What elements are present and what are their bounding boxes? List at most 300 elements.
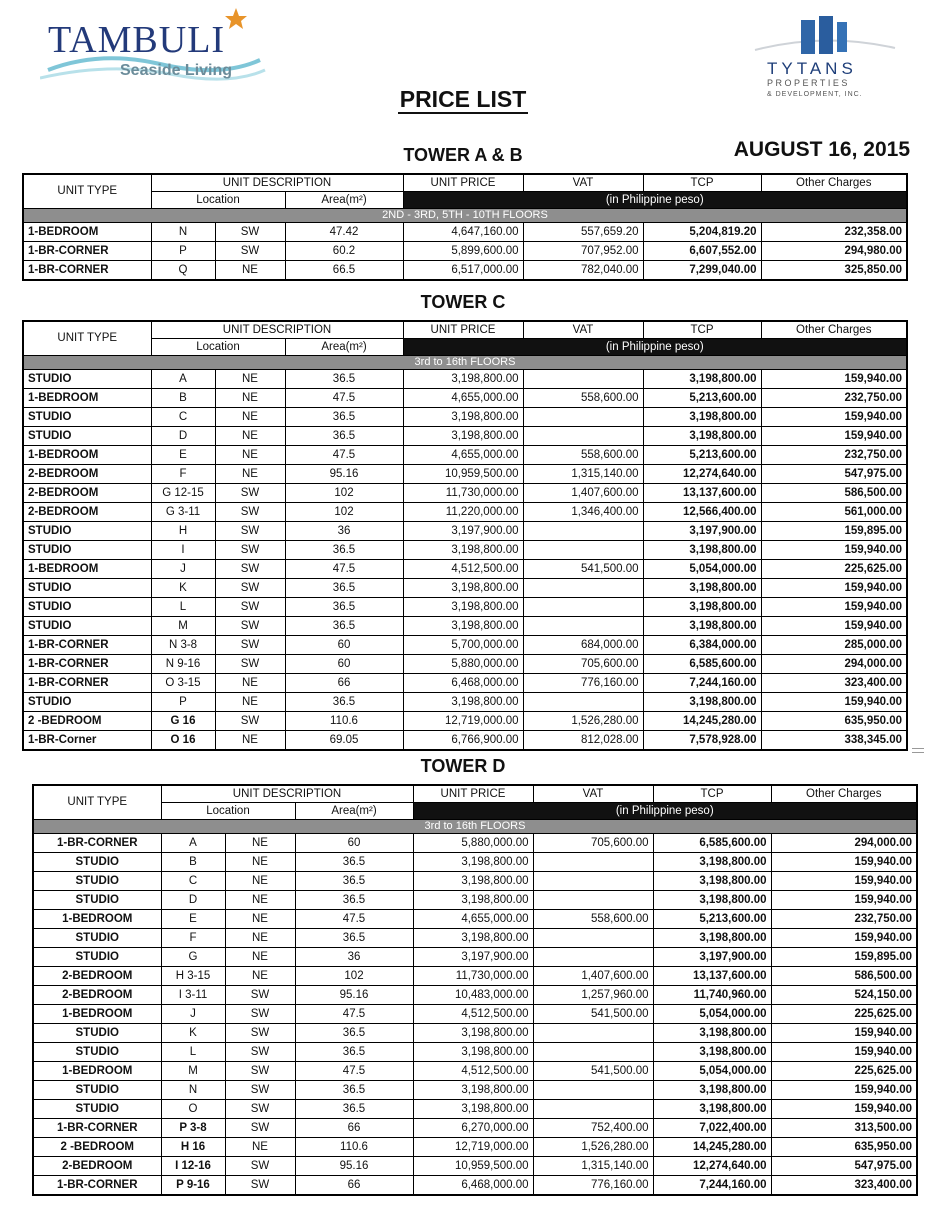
cell-location: SW: [215, 522, 285, 541]
cell-unit-price: 6,468,000.00: [413, 1176, 533, 1196]
tower-c-price-table: [22, 320, 908, 751]
cell-vat: [523, 541, 643, 560]
cell-unit-price: 10,483,000.00: [413, 986, 533, 1005]
header-tcp: TCP: [653, 785, 771, 803]
header-vat: VAT: [523, 174, 643, 192]
cell-other-charges: 159,940.00: [761, 617, 907, 636]
cell-area: 36: [285, 522, 403, 541]
cell-unit-price: 3,198,800.00: [413, 1081, 533, 1100]
header-location: Location: [151, 339, 285, 356]
table-row: [23, 598, 907, 617]
tower-ab-title: TOWER A & B: [403, 145, 523, 165]
cell-other-charges: 159,940.00: [771, 891, 917, 910]
cell-unit-price: 3,198,800.00: [413, 872, 533, 891]
cell-location: NE: [225, 948, 295, 967]
cell-unit-code: L: [161, 1043, 225, 1062]
cell-area: 36.5: [285, 617, 403, 636]
cell-area: 36.5: [285, 579, 403, 598]
cell-area: 36.5: [295, 853, 413, 872]
cell-vat: 1,315,140.00: [533, 1157, 653, 1176]
cell-tcp: 3,198,800.00: [653, 872, 771, 891]
cell-unit-code: C: [161, 872, 225, 891]
cell-other-charges: 159,940.00: [761, 598, 907, 617]
cell-unit-price: 4,655,000.00: [403, 446, 523, 465]
cell-vat: 1,526,280.00: [533, 1138, 653, 1157]
cell-location: SW: [215, 223, 285, 242]
table-row: [33, 1176, 917, 1196]
cell-location: NE: [225, 929, 295, 948]
floors-band: 3rd to 16th FLOORS: [33, 820, 917, 834]
cell-other-charges: 159,940.00: [761, 408, 907, 427]
cell-tcp: 6,384,000.00: [643, 636, 761, 655]
cell-area: 47.5: [295, 1005, 413, 1024]
table-row: [33, 910, 917, 929]
cell-unit-type: STUDIO: [23, 579, 151, 598]
cell-other-charges: 338,345.00: [761, 731, 907, 751]
cell-unit-price: 3,198,800.00: [413, 1100, 533, 1119]
header-unit-description: UNIT DESCRIPTION: [161, 785, 413, 803]
cell-vat: [523, 408, 643, 427]
cell-tcp: 13,137,600.00: [653, 967, 771, 986]
table-row: [23, 674, 907, 693]
cell-location: NE: [225, 853, 295, 872]
cell-unit-code: D: [151, 427, 215, 446]
cell-unit-type: STUDIO: [33, 929, 161, 948]
cell-tcp: 3,198,800.00: [643, 693, 761, 712]
cell-unit-price: 11,220,000.00: [403, 503, 523, 522]
cell-tcp: 6,585,600.00: [643, 655, 761, 674]
cell-other-charges: 159,940.00: [771, 929, 917, 948]
cell-unit-code: P: [151, 693, 215, 712]
cell-unit-price: 3,198,800.00: [403, 427, 523, 446]
table-row: [33, 948, 917, 967]
cell-vat: [523, 579, 643, 598]
cell-other-charges: 635,950.00: [771, 1138, 917, 1157]
cell-unit-code: B: [161, 853, 225, 872]
table-row: [33, 1024, 917, 1043]
cell-other-charges: 323,400.00: [761, 674, 907, 693]
cell-location: SW: [225, 1100, 295, 1119]
cell-unit-price: 3,197,900.00: [413, 948, 533, 967]
cell-tcp: 5,213,600.00: [643, 446, 761, 465]
brand-tagline: Seaside Living: [120, 62, 233, 79]
cell-vat: 557,659.20: [523, 223, 643, 242]
cell-unit-code: M: [151, 617, 215, 636]
table-row: [23, 465, 907, 484]
developer-sub1: PROPERTIES: [767, 78, 850, 88]
cell-other-charges: 323,400.00: [771, 1176, 917, 1196]
cell-unit-code: O: [161, 1100, 225, 1119]
cell-unit-price: 3,198,800.00: [413, 891, 533, 910]
cell-other-charges: 561,000.00: [761, 503, 907, 522]
cell-unit-price: 10,959,500.00: [413, 1157, 533, 1176]
header-vat: VAT: [533, 785, 653, 803]
table-row: [33, 834, 917, 853]
cell-location: SW: [215, 579, 285, 598]
cell-tcp: 3,198,800.00: [653, 891, 771, 910]
cell-unit-type: 1-BR-CORNER: [23, 261, 151, 281]
cell-unit-type: 2 -BEDROOM: [33, 1138, 161, 1157]
cell-other-charges: 159,940.00: [761, 693, 907, 712]
cell-unit-price: 5,880,000.00: [403, 655, 523, 674]
header-unit-description: UNIT DESCRIPTION: [151, 321, 403, 339]
table-row: [33, 872, 917, 891]
table-row: [23, 223, 907, 242]
cell-unit-code: A: [151, 370, 215, 389]
cell-tcp: 14,245,280.00: [653, 1138, 771, 1157]
cell-unit-type: 1-BR-CORNER: [23, 674, 151, 693]
cell-tcp: 5,213,600.00: [653, 910, 771, 929]
header-unit-type: UNIT TYPE: [23, 174, 151, 209]
cell-area: 36.5: [295, 1043, 413, 1062]
cell-unit-code: K: [151, 579, 215, 598]
cell-unit-type: 1-BR-CORNER: [23, 655, 151, 674]
cell-tcp: 3,198,800.00: [643, 408, 761, 427]
cell-unit-price: 12,719,000.00: [413, 1138, 533, 1157]
header-unit-type: UNIT TYPE: [23, 321, 151, 356]
cell-other-charges: 285,000.00: [761, 636, 907, 655]
cell-vat: [533, 929, 653, 948]
cell-area: 36: [295, 948, 413, 967]
cell-vat: 1,526,280.00: [523, 712, 643, 731]
cell-unit-code: J: [151, 560, 215, 579]
cell-unit-type: STUDIO: [33, 1081, 161, 1100]
cell-tcp: 3,197,900.00: [643, 522, 761, 541]
cell-vat: 558,600.00: [523, 389, 643, 408]
table-row: [23, 484, 907, 503]
developer-name: TYTANS: [767, 59, 857, 78]
header-unit-type: UNIT TYPE: [33, 785, 161, 820]
cell-location: SW: [225, 1176, 295, 1196]
cell-vat: 541,500.00: [533, 1062, 653, 1081]
cell-tcp: 3,198,800.00: [653, 853, 771, 872]
table-row: [23, 636, 907, 655]
cell-location: SW: [215, 712, 285, 731]
cell-unit-code: I 12-16: [161, 1157, 225, 1176]
cell-other-charges: 586,500.00: [771, 967, 917, 986]
cell-tcp: 3,198,800.00: [643, 598, 761, 617]
cell-unit-type: 1-BEDROOM: [23, 560, 151, 579]
cell-unit-type: STUDIO: [23, 370, 151, 389]
cell-unit-price: 3,198,800.00: [403, 408, 523, 427]
cell-unit-code: F: [151, 465, 215, 484]
cell-unit-type: STUDIO: [33, 891, 161, 910]
table-row: [23, 693, 907, 712]
cell-unit-type: 2-BEDROOM: [33, 1157, 161, 1176]
cell-unit-price: 3,198,800.00: [403, 598, 523, 617]
table-row: [33, 1062, 917, 1081]
cell-location: SW: [225, 986, 295, 1005]
cell-location: SW: [215, 503, 285, 522]
cell-area: 69.05: [285, 731, 403, 751]
cell-location: SW: [225, 1043, 295, 1062]
cell-vat: 1,346,400.00: [523, 503, 643, 522]
header-area: Area(m²): [295, 803, 413, 820]
cell-unit-code: L: [151, 598, 215, 617]
cell-unit-type: 1-BR-CORNER: [23, 242, 151, 261]
cell-area: 47.5: [295, 1062, 413, 1081]
cell-area: 66: [285, 674, 403, 693]
cell-tcp: 11,740,960.00: [653, 986, 771, 1005]
header-area: Area(m²): [285, 339, 403, 356]
table-row: [23, 370, 907, 389]
cell-vat: [533, 1081, 653, 1100]
cell-location: SW: [225, 1081, 295, 1100]
cell-unit-type: STUDIO: [23, 693, 151, 712]
cell-location: SW: [225, 1119, 295, 1138]
cell-unit-price: 3,198,800.00: [413, 1024, 533, 1043]
cell-unit-price: 5,700,000.00: [403, 636, 523, 655]
cell-tcp: 5,204,819.20: [643, 223, 761, 242]
cell-vat: 541,500.00: [523, 560, 643, 579]
cell-unit-type: STUDIO: [33, 853, 161, 872]
cell-location: NE: [215, 446, 285, 465]
cell-unit-price: 11,730,000.00: [413, 967, 533, 986]
cell-vat: 776,160.00: [533, 1176, 653, 1196]
brand-name: TAMBULI: [48, 19, 226, 61]
cell-vat: 558,600.00: [533, 910, 653, 929]
cell-location: NE: [225, 872, 295, 891]
cell-unit-price: 4,512,500.00: [403, 560, 523, 579]
header-other-charges: Other Charges: [761, 321, 907, 339]
cell-location: NE: [215, 261, 285, 281]
cell-tcp: 3,198,800.00: [653, 1100, 771, 1119]
cell-unit-type: STUDIO: [33, 948, 161, 967]
table-row: [33, 1043, 917, 1062]
tower-d-price-table: [32, 784, 918, 1196]
cell-area: 47.5: [285, 389, 403, 408]
cell-other-charges: 159,940.00: [771, 1024, 917, 1043]
cell-area: 36.5: [285, 427, 403, 446]
cell-vat: 541,500.00: [533, 1005, 653, 1024]
cell-location: NE: [215, 465, 285, 484]
cell-tcp: 13,137,600.00: [643, 484, 761, 503]
cell-other-charges: 159,940.00: [771, 1100, 917, 1119]
cell-vat: [533, 853, 653, 872]
cell-tcp: 3,198,800.00: [653, 1024, 771, 1043]
cell-unit-type: 1-BEDROOM: [23, 223, 151, 242]
cell-other-charges: 635,950.00: [761, 712, 907, 731]
cell-unit-code: H: [151, 522, 215, 541]
cell-vat: 1,315,140.00: [523, 465, 643, 484]
cell-location: NE: [215, 674, 285, 693]
header-area: Area(m²): [285, 192, 403, 209]
cell-tcp: 12,566,400.00: [643, 503, 761, 522]
cell-other-charges: 225,625.00: [761, 560, 907, 579]
table-row: [23, 731, 907, 751]
cell-vat: [533, 1043, 653, 1062]
cell-other-charges: 294,000.00: [771, 834, 917, 853]
cell-unit-price: 3,198,800.00: [403, 693, 523, 712]
cell-unit-type: 2-BEDROOM: [23, 484, 151, 503]
table-row: [23, 522, 907, 541]
cell-area: 66: [295, 1176, 413, 1196]
cell-area: 36.5: [285, 598, 403, 617]
cell-tcp: 3,198,800.00: [653, 1043, 771, 1062]
header-location: Location: [161, 803, 295, 820]
cell-vat: 1,407,600.00: [523, 484, 643, 503]
cell-unit-type: STUDIO: [23, 522, 151, 541]
cell-unit-code: J: [161, 1005, 225, 1024]
cell-unit-code: H 16: [161, 1138, 225, 1157]
table-row: [23, 503, 907, 522]
cell-area: 47.5: [285, 560, 403, 579]
cell-location: NE: [215, 389, 285, 408]
table-row: [23, 389, 907, 408]
cell-unit-type: 1-BEDROOM: [23, 389, 151, 408]
cell-other-charges: 225,625.00: [771, 1062, 917, 1081]
cell-vat: [523, 522, 643, 541]
cell-unit-type: 2-BEDROOM: [33, 986, 161, 1005]
cell-unit-type: STUDIO: [33, 1100, 161, 1119]
cell-unit-code: A: [161, 834, 225, 853]
cell-other-charges: 325,850.00: [761, 261, 907, 281]
cell-tcp: 7,578,928.00: [643, 731, 761, 751]
tambuli-logo: [40, 6, 270, 94]
header-tcp: TCP: [643, 174, 761, 192]
cell-unit-code: I: [151, 541, 215, 560]
cell-unit-type: 1-BEDROOM: [33, 1005, 161, 1024]
cell-tcp: 3,197,900.00: [653, 948, 771, 967]
cell-other-charges: 159,940.00: [761, 427, 907, 446]
cell-area: 102: [295, 967, 413, 986]
cell-unit-type: 1-BR-CORNER: [23, 636, 151, 655]
cell-location: SW: [215, 541, 285, 560]
cell-other-charges: 159,895.00: [761, 522, 907, 541]
header-other-charges: Other Charges: [771, 785, 917, 803]
cell-other-charges: 159,940.00: [771, 853, 917, 872]
header-unit-description: UNIT DESCRIPTION: [151, 174, 403, 192]
cell-unit-type: 2 -BEDROOM: [23, 712, 151, 731]
cell-tcp: 7,244,160.00: [643, 674, 761, 693]
cell-other-charges: 232,750.00: [761, 446, 907, 465]
cell-unit-type: 1-BEDROOM: [33, 910, 161, 929]
cell-other-charges: 159,940.00: [771, 872, 917, 891]
cell-unit-type: 2-BEDROOM: [23, 503, 151, 522]
header-currency-note: (in Philippine peso): [413, 803, 917, 820]
cell-tcp: 5,213,600.00: [643, 389, 761, 408]
cell-unit-type: 1-BR-CORNER: [33, 1176, 161, 1196]
cell-tcp: 3,198,800.00: [643, 541, 761, 560]
cell-vat: 705,600.00: [533, 834, 653, 853]
table-row: [23, 242, 907, 261]
cell-tcp: 6,585,600.00: [653, 834, 771, 853]
cell-vat: [523, 693, 643, 712]
table-row: [23, 712, 907, 731]
cell-area: 66.5: [285, 261, 403, 281]
cell-other-charges: 232,358.00: [761, 223, 907, 242]
cell-area: 102: [285, 484, 403, 503]
cell-unit-type: STUDIO: [23, 617, 151, 636]
cell-tcp: 5,054,000.00: [643, 560, 761, 579]
cell-other-charges: 159,940.00: [761, 541, 907, 560]
cell-area: 36.5: [295, 1100, 413, 1119]
cell-unit-price: 6,766,900.00: [403, 731, 523, 751]
cell-tcp: 3,198,800.00: [643, 617, 761, 636]
cell-tcp: 12,274,640.00: [643, 465, 761, 484]
cell-unit-price: 4,655,000.00: [403, 389, 523, 408]
cell-unit-price: 3,198,800.00: [413, 853, 533, 872]
cell-vat: 558,600.00: [523, 446, 643, 465]
cell-unit-price: 11,730,000.00: [403, 484, 523, 503]
cell-unit-price: 5,899,600.00: [403, 242, 523, 261]
cell-tcp: 6,607,552.00: [643, 242, 761, 261]
cell-unit-code: F: [161, 929, 225, 948]
cell-unit-price: 4,655,000.00: [413, 910, 533, 929]
cell-vat: [533, 1100, 653, 1119]
cell-location: SW: [215, 655, 285, 674]
cell-unit-price: 10,959,500.00: [403, 465, 523, 484]
header-unit-price: UNIT PRICE: [403, 321, 523, 339]
cell-location: SW: [225, 1005, 295, 1024]
cell-other-charges: 586,500.00: [761, 484, 907, 503]
cell-unit-code: N 3-8: [151, 636, 215, 655]
cell-other-charges: 547,975.00: [771, 1157, 917, 1176]
cell-location: SW: [215, 242, 285, 261]
header-location: Location: [151, 192, 285, 209]
table-row: [23, 541, 907, 560]
cell-area: 110.6: [285, 712, 403, 731]
cell-area: 60.2: [285, 242, 403, 261]
cell-location: NE: [215, 370, 285, 389]
cell-tcp: 3,198,800.00: [643, 579, 761, 598]
cell-area: 102: [285, 503, 403, 522]
table-row: [23, 408, 907, 427]
cell-location: SW: [215, 484, 285, 503]
cell-unit-price: 12,719,000.00: [403, 712, 523, 731]
cell-tcp: 3,198,800.00: [653, 929, 771, 948]
cell-unit-code: O 16: [151, 731, 215, 751]
table-row: [33, 986, 917, 1005]
cell-tcp: 5,054,000.00: [653, 1005, 771, 1024]
cell-location: NE: [215, 693, 285, 712]
cell-other-charges: 159,940.00: [771, 1081, 917, 1100]
header-unit-price: UNIT PRICE: [403, 174, 523, 192]
cell-location: SW: [225, 1024, 295, 1043]
cell-unit-type: 1-BR-Corner: [23, 731, 151, 751]
cell-unit-type: 2-BEDROOM: [33, 967, 161, 986]
cell-vat: 1,407,600.00: [533, 967, 653, 986]
cell-other-charges: 232,750.00: [771, 910, 917, 929]
tower-d-title: TOWER D: [420, 756, 506, 776]
cell-unit-type: STUDIO: [33, 1024, 161, 1043]
cell-unit-price: 3,198,800.00: [413, 1043, 533, 1062]
cell-area: 36.5: [295, 1081, 413, 1100]
cell-area: 60: [285, 636, 403, 655]
cell-unit-price: 6,270,000.00: [413, 1119, 533, 1138]
table-row: [33, 853, 917, 872]
cell-other-charges: 159,940.00: [761, 370, 907, 389]
cell-vat: 782,040.00: [523, 261, 643, 281]
cell-other-charges: 294,000.00: [761, 655, 907, 674]
table-row: [23, 261, 907, 281]
cell-area: 95.16: [295, 986, 413, 1005]
cell-unit-code: I 3-11: [161, 986, 225, 1005]
cell-unit-type: STUDIO: [23, 598, 151, 617]
table-row: [33, 1100, 917, 1119]
cell-unit-code: G 3-11: [151, 503, 215, 522]
cell-vat: [523, 617, 643, 636]
cell-vat: [523, 598, 643, 617]
header-currency-note: (in Philippine peso): [403, 339, 907, 356]
cell-other-charges: 159,940.00: [761, 579, 907, 598]
cell-location: NE: [215, 408, 285, 427]
cell-tcp: 7,022,400.00: [653, 1119, 771, 1138]
cell-unit-type: 2-BEDROOM: [23, 465, 151, 484]
cell-unit-price: 3,198,800.00: [403, 617, 523, 636]
cell-unit-type: 1-BEDROOM: [23, 446, 151, 465]
cell-vat: [523, 370, 643, 389]
